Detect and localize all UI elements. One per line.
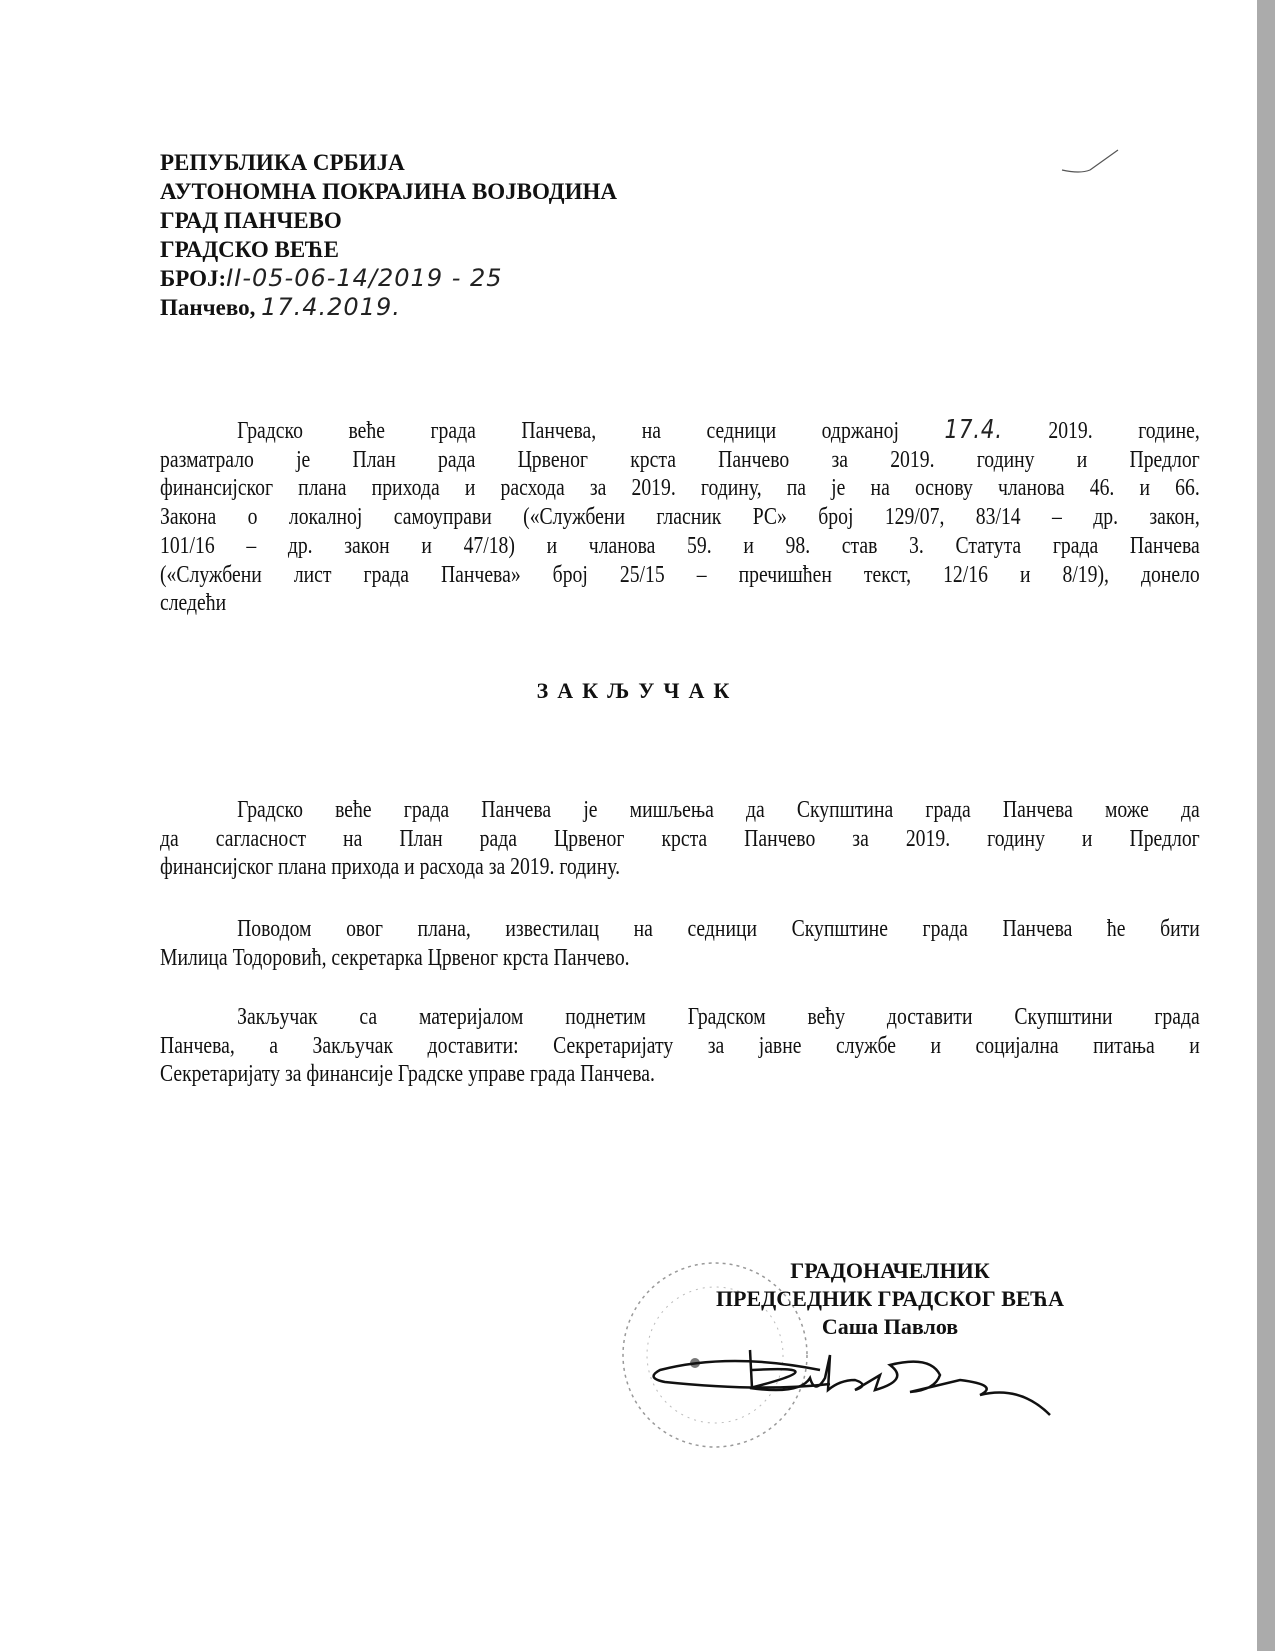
preamble-line: разматрало је План рада Црвеног крста Панчево за 2019. годину и Предлог [160, 446, 1200, 473]
paragraph-line: Закључак са материјалом поднетим Градском већу доставити Скупштини града [237, 1004, 1200, 1030]
header-line: ГРАДСКО ВЕЋЕ [160, 237, 339, 262]
handwritten-signature [640, 1340, 1060, 1420]
date-value: 17.4.2019. [261, 293, 401, 321]
signature-block [700, 1257, 1080, 1341]
paragraph-line: Поводом овог плана, известилац на седници Скупштине града Панчева ће бити [237, 916, 1200, 942]
signatory-title: ПРЕДСЕДНИК ГРАДСКОГ ВЕЋА [715, 1286, 1065, 1311]
paragraph [160, 796, 1200, 882]
paragraph-line: да сагласност на План рада Црвеног крста Панчево за 2019. годину и Предлог [160, 825, 1200, 852]
document-date [160, 293, 617, 322]
header-line: ГРАД ПАНЧЕВО [160, 208, 342, 233]
signatory-title: ГРАДОНАЧЕЛНИК [790, 1258, 990, 1283]
header-line: АУТОНОМНА ПОКРАЈИНА ВОЈВОДИНА [160, 179, 617, 204]
number-value: II-05-06-14/2019 - 25 [226, 264, 503, 292]
document-number [160, 264, 617, 293]
paragraph-line: Панчева, а Закључак доставити: Секретаријату за јавне службе и социјална питања и [160, 1032, 1200, 1059]
paragraph-line: финансијског плана прихода и расхода за 2019. годину. [160, 854, 621, 881]
preamble-line: финансијског плана прихода и расхода за 2019. годину, па је на основу чланова 46. и 66. [160, 475, 1200, 502]
paragraph-line: Градско веће града Панчева је мишљења да Скупштина града Панчева може да [237, 797, 1200, 823]
preamble [160, 416, 1200, 618]
paragraph [160, 915, 1200, 972]
preamble-line: 101/16 – др. закон и 47/18) и чланова 59. и 98. став 3. Статута града Панчева [160, 532, 1200, 559]
preamble-line: следећи [160, 590, 227, 617]
handwritten-mark [1060, 148, 1120, 178]
number-label: БРОЈ: [160, 266, 227, 291]
paragraph [160, 1003, 1200, 1089]
preamble-line: («Службени лист града Панчева» број 25/15 – пречишћен текст, 12/16 и 8/19), донело [160, 561, 1200, 588]
session-date: 17.4. [944, 415, 1003, 445]
paragraph-line: Милица Тодоровић, секретарка Црвеног крста Панчево. [160, 944, 630, 971]
preamble-text: Градско веће града Панчева, на седници одржаној [237, 418, 899, 444]
header-line: РЕПУБЛИКА СРБИЈА [160, 150, 405, 175]
preamble-line [160, 416, 1200, 446]
scan-edge [1257, 0, 1275, 1651]
place-label: Панчево, [160, 295, 256, 320]
preamble-text: 2019. године, [1048, 418, 1200, 444]
paragraph-line: Секретаријату за финансије Градске управе града Панчева. [160, 1061, 655, 1088]
document-title: ЗАКЉУЧАК [536, 678, 739, 703]
document-header [160, 148, 617, 322]
signatory-name: Саша Павлов [821, 1314, 959, 1339]
preamble-line: Закона о локалној самоуправи («Службени гласник РС» број 129/07, 83/14 – др. закон, [160, 504, 1200, 531]
